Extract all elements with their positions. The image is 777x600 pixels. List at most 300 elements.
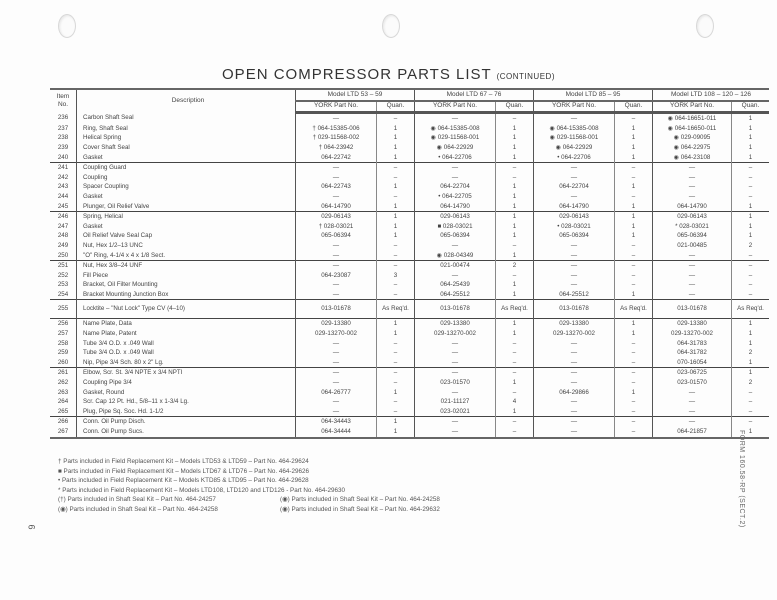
quantity-ltd108: – bbox=[748, 290, 753, 298]
part-number-ltd85: — bbox=[534, 348, 615, 358]
part-number-ltd53: — bbox=[296, 407, 377, 417]
part-number-ltd85: — bbox=[534, 358, 615, 368]
quantity-ltd67: 1 bbox=[496, 407, 534, 417]
item-number: 240 bbox=[50, 153, 77, 163]
part-number-ltd53: — bbox=[296, 358, 377, 368]
item-number: 261 bbox=[50, 368, 77, 378]
table-row bbox=[50, 173, 769, 183]
part-number-ltd53: 064-34444 bbox=[296, 427, 377, 438]
header-quan: Quan. bbox=[377, 101, 415, 113]
item-number: 267 bbox=[50, 427, 77, 438]
part-number-ltd108: ◉ 064-16650-011 bbox=[653, 124, 732, 134]
description-cell: Gasket bbox=[77, 192, 296, 202]
part-number-ltd53: 029-13380 bbox=[296, 319, 377, 329]
header-model-3: Model LTD 85 – 95 bbox=[534, 89, 653, 101]
page-title bbox=[0, 66, 777, 83]
part-number-ltd108: ◉ 064-16651-011 bbox=[653, 113, 732, 124]
description-cell: Coupling Guard bbox=[77, 163, 296, 173]
description-cell: Ring, Shaft Seal bbox=[77, 124, 296, 134]
part-number-ltd53: — bbox=[296, 261, 377, 271]
description-cell: Bracket, Oil Filter Mounting bbox=[77, 280, 296, 290]
quantity-ltd108: 1 bbox=[748, 222, 753, 230]
part-number-ltd85: — bbox=[534, 241, 615, 251]
quantity-ltd85: – bbox=[615, 173, 653, 183]
part-number-ltd85: — bbox=[534, 113, 615, 124]
quantity-ltd67: 1 bbox=[496, 222, 534, 232]
quantity-ltd85: 1 bbox=[615, 212, 653, 222]
header-part-no: YORK Part No. bbox=[415, 101, 496, 113]
part-number-ltd108: 013-01678 bbox=[653, 300, 732, 319]
quantity-ltd85: 1 bbox=[615, 290, 653, 300]
footnote: † Parts included in Field Replacement Kit – Models LTD53 & LTD59 – Part No. 464-29624 bbox=[58, 458, 309, 465]
table-row bbox=[50, 378, 769, 388]
part-number-ltd67: ◉ 028-04349 bbox=[415, 251, 496, 261]
quantity-ltd67: – bbox=[496, 417, 534, 427]
description-cell: "O" Ring, 4-1/4 x 4 x 1/8 Sect. bbox=[77, 251, 296, 261]
quantity-ltd67: 1 bbox=[496, 329, 534, 339]
part-number-ltd67: — bbox=[415, 388, 496, 398]
part-number-ltd67: 029-06143 bbox=[415, 212, 496, 222]
item-number: 249 bbox=[50, 241, 77, 251]
quantity-ltd67: 1 bbox=[496, 319, 534, 329]
part-number-ltd85: 029-13380 bbox=[534, 319, 615, 329]
quantity-ltd85: 1 bbox=[615, 182, 653, 192]
part-number-ltd108: ◉ 029-09095 bbox=[653, 133, 732, 143]
part-number-ltd85: — bbox=[534, 378, 615, 388]
part-number-ltd108: 070-16054 bbox=[653, 358, 732, 368]
description-cell: Conn. Oil Pump Sucs. bbox=[77, 427, 296, 438]
part-number-ltd85: — bbox=[534, 368, 615, 378]
quantity-ltd85: – bbox=[615, 163, 653, 173]
part-number-ltd53: 013-01678 bbox=[296, 300, 377, 319]
description-cell: Cover Shaft Seal bbox=[77, 143, 296, 153]
part-number-ltd85: 064-29866 bbox=[534, 388, 615, 398]
quantity-ltd108: 1 bbox=[732, 319, 770, 329]
quantity-ltd85: – bbox=[615, 261, 653, 271]
table-row bbox=[50, 143, 769, 153]
part-number-ltd53: — bbox=[296, 280, 377, 290]
quantity-ltd53: 1 bbox=[377, 133, 415, 143]
quantity-ltd85: – bbox=[615, 397, 653, 407]
table-row bbox=[50, 407, 769, 417]
title-text: OPEN COMPRESSOR PARTS LIST bbox=[222, 66, 492, 83]
table-row bbox=[50, 300, 769, 319]
description-cell: Helical Spring bbox=[77, 133, 296, 143]
quantity-ltd67: As Req'd. bbox=[496, 300, 534, 319]
part-number-ltd67: 064-14790 bbox=[415, 202, 496, 212]
quantity-ltd108: – bbox=[748, 192, 753, 200]
part-number-ltd108: — bbox=[653, 173, 732, 183]
quantity-ltd108: 1 bbox=[748, 124, 753, 132]
part-number-ltd108: — bbox=[653, 192, 732, 202]
part-number-ltd108: 029-13380 bbox=[653, 319, 732, 329]
table-row bbox=[50, 182, 769, 192]
table-row bbox=[50, 202, 769, 212]
part-number-ltd67: 064-25439 bbox=[415, 280, 496, 290]
table-row bbox=[50, 358, 769, 368]
quantity-ltd53: 1 bbox=[377, 329, 415, 339]
header-quan: Quan. bbox=[615, 101, 653, 113]
table-row bbox=[50, 290, 769, 300]
table-row bbox=[50, 153, 769, 163]
part-number-ltd108: — bbox=[653, 388, 732, 398]
title-continued: (CONTINUED) bbox=[496, 72, 555, 81]
part-number-ltd67: 013-01678 bbox=[415, 300, 496, 319]
quantity-ltd67: – bbox=[496, 173, 534, 183]
kit-note: (◉) Parts included in Shaft Seal Kit – Part No. 464-24258 bbox=[58, 505, 218, 513]
quantity-ltd67: 2 bbox=[496, 261, 534, 271]
description-cell: Tube 3/4 O.D. x .049 Wall bbox=[77, 339, 296, 349]
part-number-ltd67: 064-22704 bbox=[415, 182, 496, 192]
item-number: 238 bbox=[50, 133, 77, 143]
header-item-no: Item No. bbox=[50, 89, 77, 113]
quantity-ltd67: 1 bbox=[496, 280, 534, 290]
description-cell: Oil Relief Valve Seal Cap bbox=[77, 231, 296, 241]
quantity-ltd108: – bbox=[748, 251, 753, 259]
part-number-ltd53: † 028-03021 bbox=[296, 222, 377, 232]
part-number-ltd85: • 064-22706 bbox=[534, 153, 615, 163]
description-cell: Nut, Hex 1/2–13 UNC bbox=[77, 241, 296, 251]
item-number: 244 bbox=[50, 192, 77, 202]
description-cell: Name Plate, Data bbox=[77, 319, 296, 329]
kit-note-row bbox=[58, 505, 440, 515]
part-number-ltd53: † 064-23942 bbox=[296, 143, 377, 153]
quantity-ltd108: – bbox=[748, 407, 753, 415]
quantity-ltd108: – bbox=[732, 417, 770, 427]
table-row bbox=[50, 231, 769, 241]
quantity-ltd53: – bbox=[377, 407, 415, 417]
quantity-ltd108: – bbox=[748, 183, 753, 191]
quantity-ltd85: – bbox=[615, 113, 653, 124]
quantity-ltd53: – bbox=[377, 397, 415, 407]
part-number-ltd85: — bbox=[534, 417, 615, 427]
quantity-ltd85: – bbox=[615, 192, 653, 202]
quantity-ltd85: – bbox=[615, 241, 653, 251]
description-cell: Gasket bbox=[77, 153, 296, 163]
quantity-ltd85: – bbox=[615, 271, 653, 281]
table-row bbox=[50, 222, 769, 232]
item-number: 252 bbox=[50, 271, 77, 281]
quantity-ltd53: – bbox=[377, 251, 415, 261]
quantity-ltd53: 1 bbox=[377, 222, 415, 232]
quantity-ltd67: 1 bbox=[496, 212, 534, 222]
part-number-ltd53: — bbox=[296, 251, 377, 261]
description-cell: Spring, Helical bbox=[77, 212, 296, 222]
description-cell: Nut, Hex 3/8–24 UNF bbox=[77, 261, 296, 271]
quantity-ltd108: 1 bbox=[732, 427, 770, 438]
part-number-ltd67: — bbox=[415, 358, 496, 368]
quantity-ltd108: 1 bbox=[732, 212, 770, 222]
header-model-4: Model LTD 108 – 120 – 126 bbox=[653, 89, 770, 101]
part-number-ltd85: ◉ 064-22929 bbox=[534, 143, 615, 153]
quantity-ltd53: 1 bbox=[377, 231, 415, 241]
binder-hole-right bbox=[696, 14, 714, 38]
table-row bbox=[50, 388, 769, 398]
item-number: 241 bbox=[50, 163, 77, 173]
part-number-ltd85: — bbox=[534, 271, 615, 281]
quantity-ltd108: 1 bbox=[732, 368, 770, 378]
item-number: 237 bbox=[50, 124, 77, 134]
part-number-ltd67: 029-13380 bbox=[415, 319, 496, 329]
item-number: 259 bbox=[50, 348, 77, 358]
quantity-ltd108: 1 bbox=[748, 232, 753, 240]
part-number-ltd67: 065-06394 bbox=[415, 231, 496, 241]
part-number-ltd53: — bbox=[296, 290, 377, 300]
part-number-ltd67: 023-02021 bbox=[415, 407, 496, 417]
quantity-ltd85: 1 bbox=[615, 319, 653, 329]
part-number-ltd108: * 028-03021 bbox=[653, 222, 732, 232]
quantity-ltd108: 1 bbox=[748, 358, 753, 366]
description-cell: Locktite – "Nut Lock" Type CV (4–10) bbox=[77, 300, 296, 319]
part-number-ltd53: 064-34443 bbox=[296, 417, 377, 427]
part-number-ltd67: ◉ 064-22929 bbox=[415, 143, 496, 153]
table-row bbox=[50, 319, 769, 329]
quantity-ltd67: – bbox=[496, 427, 534, 438]
quantity-ltd85: – bbox=[615, 251, 653, 261]
item-number: 251 bbox=[50, 261, 77, 271]
part-number-ltd85: — bbox=[534, 192, 615, 202]
part-number-ltd108: 064-31782 bbox=[653, 348, 732, 358]
description-cell: Bracket Mounting Junction Box bbox=[77, 290, 296, 300]
part-number-ltd67: — bbox=[415, 368, 496, 378]
description-cell: Carbon Shaft Seal bbox=[77, 113, 296, 124]
part-number-ltd85: 064-14790 bbox=[534, 202, 615, 212]
part-number-ltd53: 065-06394 bbox=[296, 231, 377, 241]
quantity-ltd67: – bbox=[496, 339, 534, 349]
description-cell: Elbow, Scr. St. 3/4 NPTE x 3/4 NPTI bbox=[77, 368, 296, 378]
part-number-ltd67: 021-00474 bbox=[415, 261, 496, 271]
part-number-ltd67: — bbox=[415, 173, 496, 183]
part-number-ltd108: 064-21857 bbox=[653, 427, 732, 438]
item-number: 250 bbox=[50, 251, 77, 261]
quantity-ltd67: 1 bbox=[496, 143, 534, 153]
quantity-ltd53: 1 bbox=[377, 319, 415, 329]
item-number: 265 bbox=[50, 407, 77, 417]
part-number-ltd53: † 029-11568-002 bbox=[296, 133, 377, 143]
quantity-ltd85: – bbox=[615, 427, 653, 438]
quantity-ltd67: 1 bbox=[496, 251, 534, 261]
table-row bbox=[50, 427, 769, 438]
item-number: 263 bbox=[50, 388, 77, 398]
item-number: 246 bbox=[50, 212, 77, 222]
part-number-ltd67: — bbox=[415, 427, 496, 438]
part-number-ltd53: 029-06143 bbox=[296, 212, 377, 222]
table-row bbox=[50, 163, 769, 173]
quantity-ltd67: 1 bbox=[496, 124, 534, 134]
kit-note: (◉) Parts included in Shaft Seal Kit – Part No. 464-29632 bbox=[280, 505, 440, 513]
quantity-ltd53: – bbox=[377, 113, 415, 124]
form-number: FORM 160.58-RP (SECT.2) bbox=[738, 430, 745, 528]
description-cell: Gasket bbox=[77, 222, 296, 232]
quantity-ltd85: – bbox=[615, 348, 653, 358]
part-number-ltd53: 029-13270-002 bbox=[296, 329, 377, 339]
part-number-ltd108: 023-01570 bbox=[653, 378, 732, 388]
quantity-ltd108: 1 bbox=[748, 134, 753, 142]
header-description: Description bbox=[77, 89, 296, 113]
part-number-ltd53: — bbox=[296, 397, 377, 407]
table-row bbox=[50, 251, 769, 261]
item-number: 256 bbox=[50, 319, 77, 329]
quantity-ltd67: – bbox=[496, 358, 534, 368]
quantity-ltd53: 1 bbox=[377, 153, 415, 163]
description-cell: Spacer Coupling bbox=[77, 182, 296, 192]
quantity-ltd108: – bbox=[732, 261, 770, 271]
quantity-ltd85: 1 bbox=[615, 153, 653, 163]
quantity-ltd67: – bbox=[496, 388, 534, 398]
part-number-ltd67: 064-25512 bbox=[415, 290, 496, 300]
part-number-ltd53: 064-23087 bbox=[296, 271, 377, 281]
description-cell: Conn. Oil Pump Disch. bbox=[77, 417, 296, 427]
part-number-ltd53: — bbox=[296, 173, 377, 183]
item-number: 243 bbox=[50, 182, 77, 192]
part-number-ltd85: — bbox=[534, 251, 615, 261]
quantity-ltd53: – bbox=[377, 261, 415, 271]
part-number-ltd85: ◉ 064-15385-008 bbox=[534, 124, 615, 134]
quantity-ltd53: – bbox=[377, 173, 415, 183]
quantity-ltd108: 1 bbox=[748, 115, 753, 123]
part-number-ltd108: ◉ 064-23108 bbox=[653, 153, 732, 163]
part-number-ltd108: 023-06725 bbox=[653, 368, 732, 378]
part-number-ltd108: 064-14790 bbox=[653, 202, 732, 212]
quantity-ltd67: 1 bbox=[496, 202, 534, 212]
item-number: 266 bbox=[50, 417, 77, 427]
quantity-ltd53: – bbox=[377, 358, 415, 368]
part-number-ltd67: — bbox=[415, 271, 496, 281]
quantity-ltd67: – bbox=[496, 241, 534, 251]
quantity-ltd53: 1 bbox=[377, 124, 415, 134]
part-number-ltd53: — bbox=[296, 241, 377, 251]
table-row bbox=[50, 113, 769, 124]
binder-hole-left bbox=[58, 14, 76, 38]
item-number: 239 bbox=[50, 143, 77, 153]
quantity-ltd53: 1 bbox=[377, 182, 415, 192]
item-number: 264 bbox=[50, 397, 77, 407]
item-number: 242 bbox=[50, 173, 77, 183]
part-number-ltd67: • 064-22706 bbox=[415, 153, 496, 163]
description-cell: Nip, Pipe 3/4 Sch. 80 x 2" Lg. bbox=[77, 358, 296, 368]
footnote: * Parts included in Field Replacement Kit – Models LTD108, LTD120 and LTD126 - Part No. 464-29630 bbox=[58, 486, 346, 494]
table-row bbox=[50, 397, 769, 407]
part-number-ltd108: — bbox=[653, 163, 732, 173]
quantity-ltd108: – bbox=[748, 271, 753, 279]
quantity-ltd53: – bbox=[377, 368, 415, 378]
quantity-ltd53: – bbox=[377, 192, 415, 202]
kit-note: (†) Parts included in Shaft Seal Kit – Part No. 464-24257 bbox=[58, 496, 216, 503]
item-number: 258 bbox=[50, 339, 77, 349]
item-number: 255 bbox=[50, 300, 77, 319]
item-number: 260 bbox=[50, 358, 77, 368]
part-number-ltd85: — bbox=[534, 261, 615, 271]
part-number-ltd108: 064-31783 bbox=[653, 339, 732, 349]
part-number-ltd53: — bbox=[296, 192, 377, 202]
description-cell: Coupling Pipe 3/4 bbox=[77, 378, 296, 388]
quantity-ltd53: 1 bbox=[377, 202, 415, 212]
part-number-ltd67: • 064-22705 bbox=[415, 192, 496, 202]
quantity-ltd85: – bbox=[615, 339, 653, 349]
quantity-ltd67: 1 bbox=[496, 182, 534, 192]
page-number: 6 bbox=[26, 524, 37, 530]
part-number-ltd85: — bbox=[534, 280, 615, 290]
table-row bbox=[50, 417, 769, 427]
quantity-ltd85: 1 bbox=[615, 143, 653, 153]
part-number-ltd53: 064-26777 bbox=[296, 388, 377, 398]
quantity-ltd53: 1 bbox=[377, 427, 415, 438]
quantity-ltd85: As Req'd. bbox=[615, 300, 653, 319]
part-number-ltd67: ◉ 029-11568-001 bbox=[415, 133, 496, 143]
part-number-ltd85: 013-01678 bbox=[534, 300, 615, 319]
table-row bbox=[50, 348, 769, 358]
part-number-ltd108: — bbox=[653, 261, 732, 271]
part-number-ltd108: 021-00485 bbox=[653, 241, 732, 251]
footnote: ■ Parts included in Field Replacement Kit – Models LTD67 & LTD76 – Part No. 464-29626 bbox=[58, 467, 310, 475]
table-row bbox=[50, 241, 769, 251]
table-row bbox=[50, 212, 769, 222]
part-number-ltd85: ◉ 029-11568-001 bbox=[534, 133, 615, 143]
part-number-ltd108: ◉ 064-22975 bbox=[653, 143, 732, 153]
quantity-ltd85: 1 bbox=[615, 133, 653, 143]
header-model-1: Model LTD 53 – 59 bbox=[296, 89, 415, 101]
table-row bbox=[50, 133, 769, 143]
quantity-ltd108: 2 bbox=[748, 349, 753, 357]
part-number-ltd67: ■ 028-03021 bbox=[415, 222, 496, 232]
part-number-ltd85: — bbox=[534, 407, 615, 417]
part-number-ltd53: 064-14790 bbox=[296, 202, 377, 212]
part-number-ltd53: 064-22742 bbox=[296, 153, 377, 163]
description-cell: Plug, Pipe Sq. Soc. Hd. 1-1/2 bbox=[77, 407, 296, 417]
quantity-ltd67: 1 bbox=[496, 192, 534, 202]
quantity-ltd67: – bbox=[496, 163, 534, 173]
quantity-ltd108: – bbox=[748, 398, 753, 406]
quantity-ltd53: 1 bbox=[377, 143, 415, 153]
description-cell: Name Plate, Patent bbox=[77, 329, 296, 339]
part-number-ltd67: 029-13270-002 bbox=[415, 329, 496, 339]
quantity-ltd53: 1 bbox=[377, 388, 415, 398]
quantity-ltd67: 1 bbox=[496, 153, 534, 163]
quantity-ltd53: 1 bbox=[377, 417, 415, 427]
quantity-ltd53: – bbox=[377, 280, 415, 290]
part-number-ltd108: 065-06394 bbox=[653, 231, 732, 241]
quantity-ltd85: – bbox=[615, 358, 653, 368]
table-row bbox=[50, 261, 769, 271]
part-number-ltd85: — bbox=[534, 427, 615, 438]
footnote: • Parts included in Field Replacement Kit – Models KTD85 & LTD95 – Part No. 464-29628 bbox=[58, 477, 309, 484]
quantity-ltd108: – bbox=[748, 173, 753, 181]
quantity-ltd53: – bbox=[377, 163, 415, 173]
description-cell: Gasket, Round bbox=[77, 388, 296, 398]
header-part-no: YORK Part No. bbox=[653, 101, 732, 113]
quantity-ltd53: – bbox=[377, 241, 415, 251]
part-number-ltd85: 064-22704 bbox=[534, 182, 615, 192]
part-number-ltd67: ◉ 064-15385-008 bbox=[415, 124, 496, 134]
description-cell: Fill Piece bbox=[77, 271, 296, 281]
quantity-ltd53: – bbox=[377, 378, 415, 388]
quantity-ltd85: 1 bbox=[615, 202, 653, 212]
quantity-ltd67: 1 bbox=[496, 133, 534, 143]
part-number-ltd108: — bbox=[653, 271, 732, 281]
part-number-ltd85: • 028-03021 bbox=[534, 222, 615, 232]
part-number-ltd108: — bbox=[653, 251, 732, 261]
part-number-ltd53: † 064-15385-006 bbox=[296, 124, 377, 134]
parts-table bbox=[50, 88, 769, 439]
table-row bbox=[50, 368, 769, 378]
quantity-ltd53: – bbox=[377, 290, 415, 300]
quantity-ltd85: 1 bbox=[615, 329, 653, 339]
description-cell: Tube 3/4 O.D. x .049 Wall bbox=[77, 348, 296, 358]
header-quan: Quan. bbox=[496, 101, 534, 113]
kit-note-row bbox=[58, 495, 440, 505]
part-number-ltd108: — bbox=[653, 290, 732, 300]
quantity-ltd67: 1 bbox=[496, 290, 534, 300]
